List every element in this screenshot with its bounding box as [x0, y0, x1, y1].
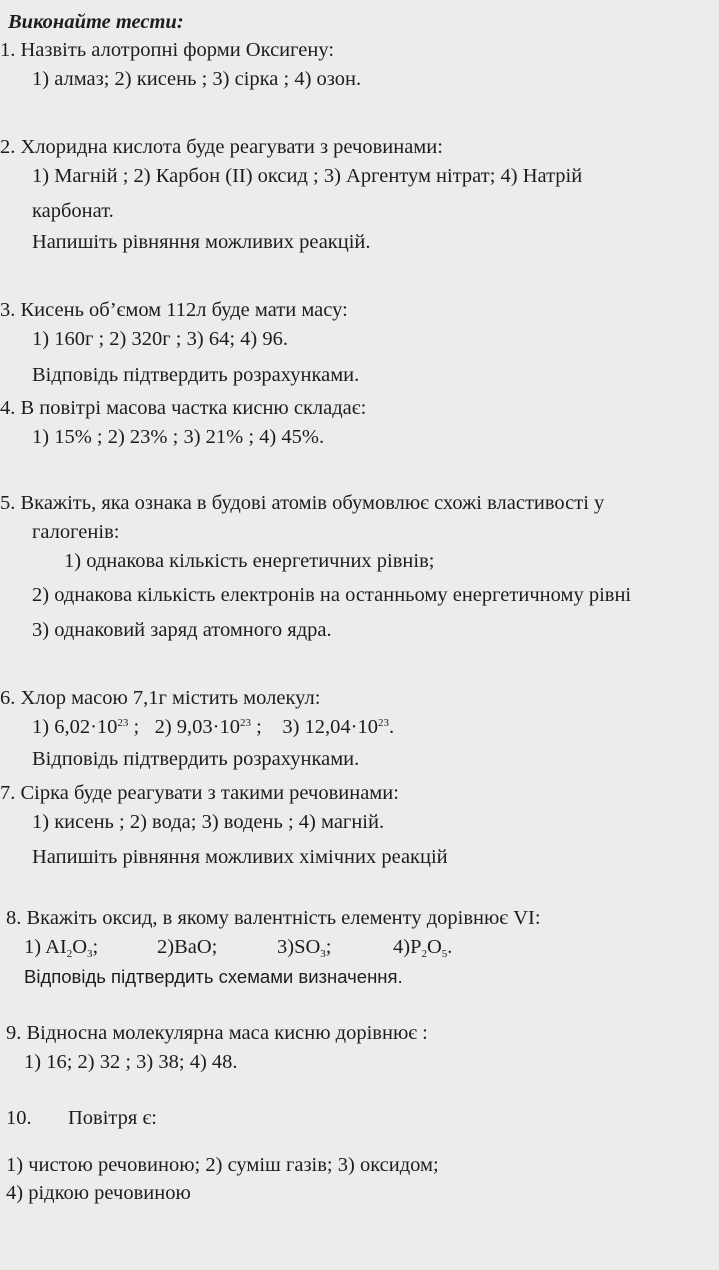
q6-option-3-exponent: 23 — [378, 717, 389, 729]
q8-c-sub: 3 — [320, 948, 326, 960]
question-6-options — [32, 715, 394, 739]
q8-a-mid: O — [72, 936, 88, 958]
question-5-option-2: 2) однакова кількість електронів на останньому енергетичному рівні — [32, 584, 632, 606]
q8-option-b: 2)BaO; — [157, 936, 218, 958]
question-5-option-3: 3) однаковий заряд атомного ядра. — [32, 619, 332, 641]
question-10-number: 10. — [6, 1107, 32, 1129]
q8-d-sub-2: 5 — [441, 948, 448, 960]
q6-separator-2: ; — [251, 716, 283, 738]
q8-c-pre: 3)SO — [277, 936, 321, 958]
question-7-options: 1) кисень ; 2) вода; 3) водень ; 4) магній. — [32, 811, 385, 833]
q8-a-sub-1: 2 — [66, 948, 73, 960]
question-3-task: Відповідь підтвердить розрахунками. — [32, 364, 360, 386]
q6-option-3: 3) 12,04·10 — [282, 716, 378, 738]
question-8: 8. Вкажіть оксид, в якому валентність елементу дорівнює VI: — [6, 907, 541, 929]
q8-d-pre: 4)P — [393, 936, 422, 958]
q8-d-post: . — [447, 936, 453, 958]
question-6-task: Відповідь підтвердить розрахунками. — [32, 748, 360, 770]
question-7-task: Напишіть рівняння можливих хімічних реакцій — [32, 846, 448, 868]
question-9-options: 1) 16; 2) 32 ; 3) 38; 4) 48. — [24, 1051, 238, 1073]
question-2-options: 1) Магній ; 2) Карбон (ІІ) оксид ; 3) Аргентум нітрат; 4) Натрій — [32, 165, 583, 187]
question-1-options: 1) алмаз; 2) кисень ; 3) сірка ; 4) озон. — [32, 68, 362, 90]
question-10-options-cont: 4) рідкою речовиною — [6, 1182, 191, 1204]
q8-option-a — [24, 935, 98, 959]
q8-a-sub-2: 3 — [87, 948, 93, 960]
question-9: 9. Відносна молекулярна маса кисню дорівнює : — [6, 1022, 428, 1044]
question-7: 7. Сірка буде реагувати з такими речовинами: — [0, 782, 399, 804]
question-8-task: Відповідь підтвердить схемами визначення. — [24, 966, 403, 987]
q8-a-post: ; — [92, 936, 99, 958]
q8-a-pre: 1) AI — [24, 936, 67, 958]
question-1: 1. Назвіть алотропні форми Оксигену: — [0, 39, 335, 61]
question-10: Повітря є: — [68, 1107, 157, 1129]
question-3: 3. Кисень об’ємом 112л буде мати масу: — [0, 299, 348, 321]
q6-option-1-exponent: 23 — [117, 717, 129, 729]
question-5: 5. Вкажіть, яка ознака в будові атомів обумовлює схожі властивості у — [0, 492, 605, 514]
q8-c-post: ; — [325, 936, 332, 958]
question-6: 6. Хлор масою 7,1г містить молекул: — [0, 687, 321, 709]
q8-option-d — [393, 935, 452, 959]
question-3-options: 1) 160г ; 2) 320г ; 3) 64; 4) 96. — [32, 328, 288, 350]
q8-d-mid: O — [426, 936, 442, 958]
question-4: 4. В повітрі масова частка кисню складає: — [0, 397, 367, 419]
question-5-cont: галогенів: — [32, 521, 120, 543]
test-title: Виконайте тести: — [8, 11, 184, 33]
question-2-options-cont: карбонат. — [32, 200, 114, 222]
q6-end: . — [389, 716, 395, 738]
q6-option-2-exponent: 23 — [240, 717, 252, 729]
question-2-task: Напишіть рівняння можливих реакцій. — [32, 231, 371, 253]
question-5-option-1: 1) однакова кількість енергетичних рівнів; — [64, 550, 435, 572]
question-10-options: 1) чистою речовиною; 2) суміш газів; 3) оксидом; — [6, 1154, 439, 1176]
q6-separator-1: ; — [128, 716, 155, 738]
q6-option-2: 2) 9,03·10 — [154, 716, 241, 738]
question-2: 2. Хлоридна кислота буде реагувати з речовинами: — [0, 136, 443, 158]
q8-option-c — [277, 935, 332, 959]
question-4-options: 1) 15% ; 2) 23% ; 3) 21% ; 4) 45%. — [32, 426, 325, 448]
q8-d-sub-1: 2 — [421, 948, 427, 960]
q6-option-1: 1) 6,02·10 — [32, 716, 118, 738]
